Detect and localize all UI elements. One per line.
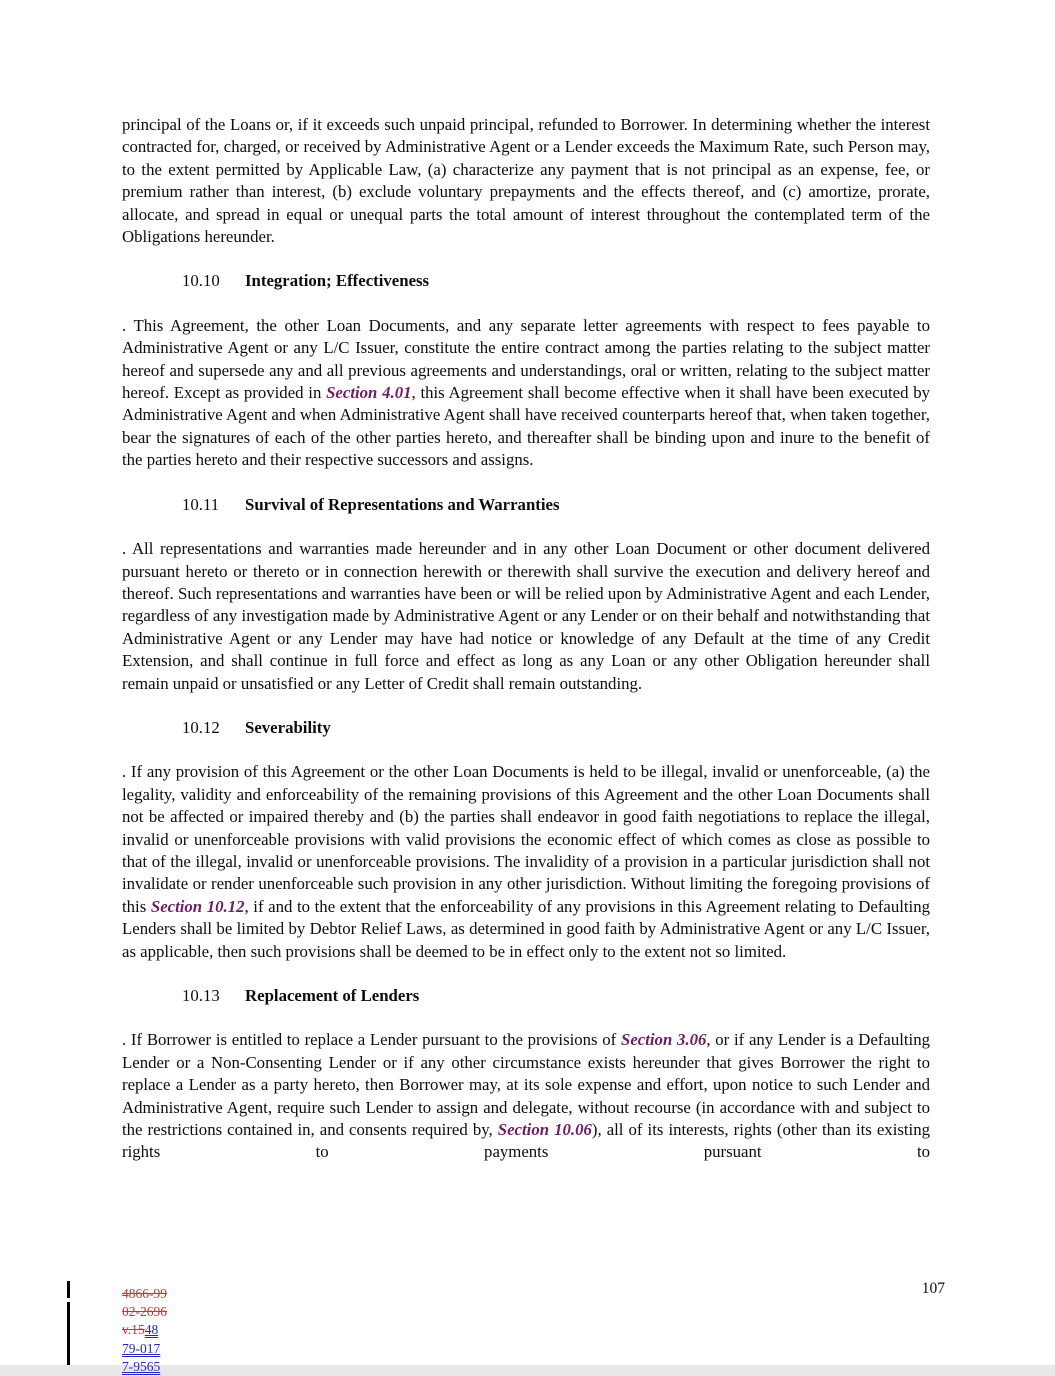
paragraph-text: . This Agreement, the other Loan Documents, and any separate letter agreements with respect to fees payable to Administrative Agent or any L/C Issuer, constitute the entire contract among the parties relating to the subject matter hereof and supersede any and all previous agreements and understandings, oral or written, relating to the subject matter hereof. Except as provided in bbox=[122, 315, 930, 403]
section-heading-10-11 bbox=[122, 494, 930, 516]
revision-change-bar-top bbox=[67, 1281, 70, 1298]
revision-change-bar-bottom bbox=[67, 1302, 70, 1365]
section-title: Replacement of Lenders bbox=[245, 986, 420, 1005]
stamp-inserted-text: 79-017 bbox=[122, 1340, 161, 1356]
section-title: Survival of Representations and Warranties bbox=[245, 494, 560, 514]
stamp-deleted-text: 02-2696 bbox=[122, 1304, 167, 1320]
stamp-line bbox=[122, 1285, 167, 1303]
document-stamp-redline bbox=[122, 1285, 167, 1376]
paragraph-integration-effectiveness bbox=[122, 315, 930, 472]
stamp-line bbox=[122, 1303, 167, 1321]
section-heading-10-10 bbox=[122, 270, 930, 292]
section-number: 10.10 bbox=[182, 271, 220, 291]
section-title: Severability bbox=[245, 717, 331, 737]
section-title: Integration; Effectiveness bbox=[245, 271, 430, 291]
page-number: 107 bbox=[921, 1280, 945, 1297]
paragraph-text: , if and to the extent that the enforceability of any provisions in this Agreement relating to Defaulting Lenders shall be limited by Debtor Relief Laws, as determined in good faith by Administrative Agent or any L/C Issuer, as applicable, then such provisions shall be deemed to be in effect only to the extent not so limited. bbox=[122, 896, 930, 961]
section-number: 10.11 bbox=[182, 494, 220, 514]
stamp-line bbox=[122, 1321, 167, 1339]
paragraph-text: . If any provision of this Agreement or the other Loan Documents is held to be illegal, invalid or unenforceable, (a) the legality, validity and enforceability of the remaining provisions of this Agreement and the other Loan Documents shall not be affected or impaired thereby and (b) the parties shall endeavor in good faith negotiations to replace the illegal, invalid or unenforceable provisions with valid provisions the economic effect of which comes as close as possible to that of the illegal, invalid or unenforceable provisions. The invalidity of a provision in a particular jurisdiction shall not invalidate or render unenforceable such provision in any other jurisdiction. Without limiting the foregoing provisions of this bbox=[122, 762, 930, 916]
section-heading-10-13 bbox=[122, 985, 930, 1007]
stamp-deleted-text: v.15 bbox=[122, 1322, 145, 1338]
section-3-06-crossref-link[interactable]: Section 3.06 bbox=[621, 1030, 707, 1050]
paragraph-text: principal of the Loans or, if it exceeds such unpaid principal, refunded to Borrower. In determining whether the interest contracted for, charged, or received by Administrative Agent or a Lender exceeds the Maximum Rate, such Person may, to the extent permitted by Applicable Law, (a) characterize any payment that is not principal as an expense, fee, or premium rather than interest, (b) exclude voluntary prepayments and the effects thereof, and (c) amortize, prorate, allocate, and spread in equal or unequal parts the total amount of interest throughout the contemplated term of the Obligations hereunder. bbox=[122, 115, 930, 247]
section-4-01-crossref-link[interactable]: Section 4.01 bbox=[326, 383, 412, 403]
paragraph-text: , this Agreement shall become effective when it shall have been executed by Administrative Agent and when Administrative Agent shall have received counterparts hereof that, when taken together, bear the signatures of each of the other parties hereto, and thereafter shall be binding upon and inure to the benefit of the parties hereto and their respective successors and assigns. bbox=[122, 383, 930, 470]
stamp-inserted-text: 48 bbox=[144, 1322, 159, 1338]
page-body bbox=[122, 114, 930, 1186]
paragraph-text: , or if any Lender is a Defaulting Lender or a Non-Consenting Lender or if any other circumstance exists hereunder that gives Borrower the right to replace a Lender as a party hereto, then Borrower may, at its sole expense and effort, upon notice to such Lender and Administrative Agent, require such Lender to assign and delegate, without recourse (in accordance with and subject to the restrictions contained in, and consents required by, bbox=[122, 1030, 930, 1140]
paragraph-replacement-of-lenders bbox=[122, 1029, 930, 1163]
stamp-deleted-text: 4866-99 bbox=[122, 1286, 167, 1301]
section-number: 10.13 bbox=[182, 986, 220, 1005]
stamp-inserted-text: 7-9565 bbox=[122, 1358, 161, 1374]
paragraph-text: . If Borrower is entitled to replace a Lender pursuant to the provisions of bbox=[122, 1030, 621, 1050]
section-10-06-crossref-link[interactable]: Section 10.06 bbox=[497, 1120, 592, 1140]
paragraph-usury-savings-continuation bbox=[122, 114, 930, 248]
paragraph-text: . All representations and warranties made hereunder and in any other Loan Document or other document delivered pursuant hereto or thereto or in connection herewith or therewith shall survive the execution and delivery hereof and thereof. Such representations and warranties have been or will be relied upon by Administrative Agent and each Lender, regardless of any investigation made by Administrative Agent or any Lender or on their behalf and notwithstanding that Administrative Agent or any Lender may have had notice or knowledge of any Default at the time of any Credit Extension, and shall continue in full force and effect as long as any Loan or any other Obligation hereunder shall remain unpaid or unsatisfied or any Letter of Credit shall remain outstanding. bbox=[122, 539, 930, 693]
paragraph-severability bbox=[122, 761, 930, 963]
section-heading-10-12 bbox=[122, 717, 930, 739]
section-10-12-crossref-link[interactable]: Section 10.12 bbox=[150, 896, 245, 916]
paragraph-text: ), all of its interests, rights (other than its existing rights to payments pursuant to bbox=[122, 1120, 930, 1162]
stamp-line bbox=[122, 1358, 167, 1376]
stamp-line bbox=[122, 1340, 167, 1358]
section-number: 10.12 bbox=[182, 717, 220, 737]
paragraph-survival-representations bbox=[122, 538, 930, 695]
